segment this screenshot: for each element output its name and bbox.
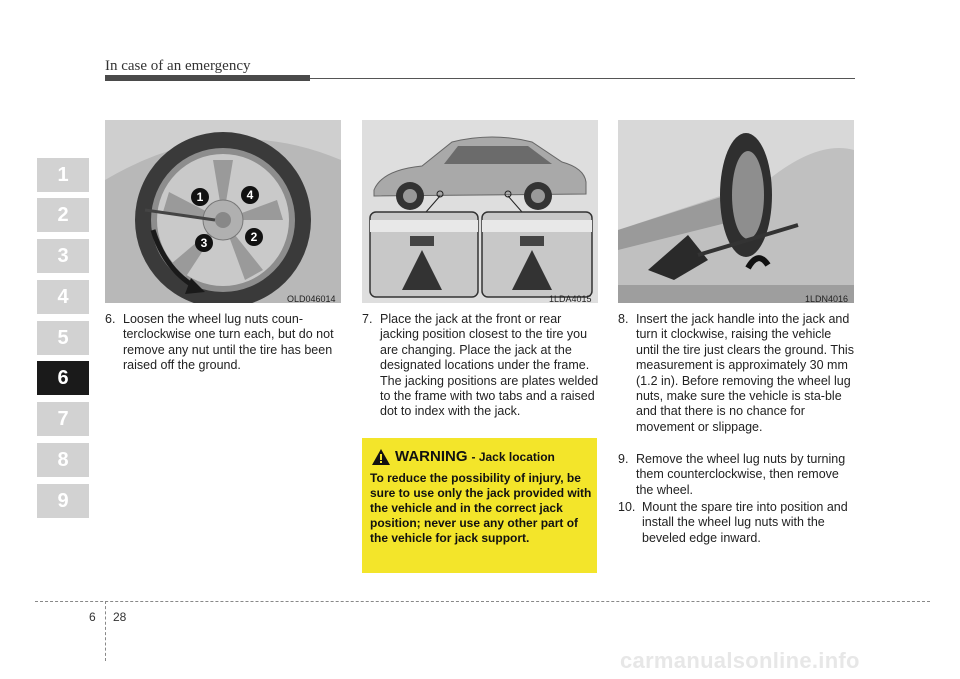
header-bar — [105, 75, 310, 81]
warning-subtitle: - Jack location — [471, 449, 555, 464]
step-10 — [618, 500, 856, 546]
step-6 — [105, 312, 345, 374]
warning-label: WARNING — [395, 448, 468, 465]
page-chapter: 6 — [89, 610, 96, 624]
wheel-illustration — [105, 120, 341, 303]
chapter-tab-7[interactable]: 7 — [37, 402, 89, 436]
chapter-tab-4[interactable]: 4 — [37, 280, 89, 314]
warning-title — [372, 448, 555, 465]
lug-nut-marker-2: 2 — [245, 228, 263, 246]
jack-handle-illustration — [618, 120, 854, 303]
figure-code: 1LDN4016 — [805, 294, 849, 304]
step-number: 9. — [618, 452, 629, 466]
step-text: Loosen the wheel lug nuts coun-terclockwise one turn each, but do not remove any nut until the tire has been raised off the ground. — [123, 312, 334, 373]
warning-triangle-icon — [372, 449, 390, 465]
step-number: 6. — [105, 312, 116, 326]
lug-nut-marker-1: 1 — [191, 188, 209, 206]
header-rule — [310, 78, 855, 79]
chapter-tab-1[interactable]: 1 — [37, 158, 89, 192]
car-jack-illustration — [362, 120, 598, 303]
chapter-tab-6[interactable]: 6 — [37, 361, 89, 395]
lug-nut-marker-4: 4 — [241, 186, 259, 204]
chapter-tab-9[interactable]: 9 — [37, 484, 89, 518]
footer-rule — [35, 601, 930, 602]
step-number: 8. — [618, 312, 629, 326]
step-text: Insert the jack handle into the jack and turn it clockwise, raising the vehicle until the tire just clears the ground. This measurement is approximately 30 mm (1.2 in). Before removing the wheel lug nuts, make sure the vehicle is sta-ble and that there is no chance for movement or slippage. — [636, 312, 854, 434]
chapter-tab-3[interactable]: 3 — [37, 239, 89, 273]
page-number: 28 — [113, 610, 127, 624]
step-8 — [618, 312, 856, 435]
lug-nut-marker-3: 3 — [195, 234, 213, 252]
chapter-tab-5[interactable]: 5 — [37, 321, 89, 355]
step-text: Mount the spare tire into position and install the wheel lug nuts with the beveled edge inward. — [642, 500, 848, 545]
warning-text: To reduce the possibility of injury, be sure to use only the jack provided with the vehicle and in the correct jack position; never use any other part of the vehicle for jack support. — [370, 471, 592, 545]
figure-jack-handle — [618, 120, 854, 303]
figure-code: OLD046014 — [287, 294, 336, 304]
chapter-tab-2[interactable]: 2 — [37, 198, 89, 232]
figure-wheel-lug-nuts — [105, 120, 341, 303]
watermark: carmanualsonline.info — [620, 648, 860, 673]
figure-jack-positions — [362, 120, 598, 303]
step-text: Remove the wheel lug nuts by turning them counterclockwise, then remove the wheel. — [636, 452, 846, 497]
section-title: In case of an emergency — [105, 58, 251, 74]
warning-box — [362, 438, 597, 573]
step-number: 7. — [362, 312, 373, 326]
chapter-tab-8[interactable]: 8 — [37, 443, 89, 477]
figure-code: 1LDA4015 — [549, 294, 592, 304]
step-number: 10. — [618, 500, 636, 514]
step-9 — [618, 452, 856, 498]
footer-divider — [105, 601, 106, 661]
step-text: Place the jack at the front or rear jacking position closest to the tire you are changing. Place the jack at the designated locations under the frame. The jacking positions are plates welded to the frame with two tabs and a raised dot to index with the jack. — [380, 312, 599, 419]
step-7 — [362, 312, 600, 420]
